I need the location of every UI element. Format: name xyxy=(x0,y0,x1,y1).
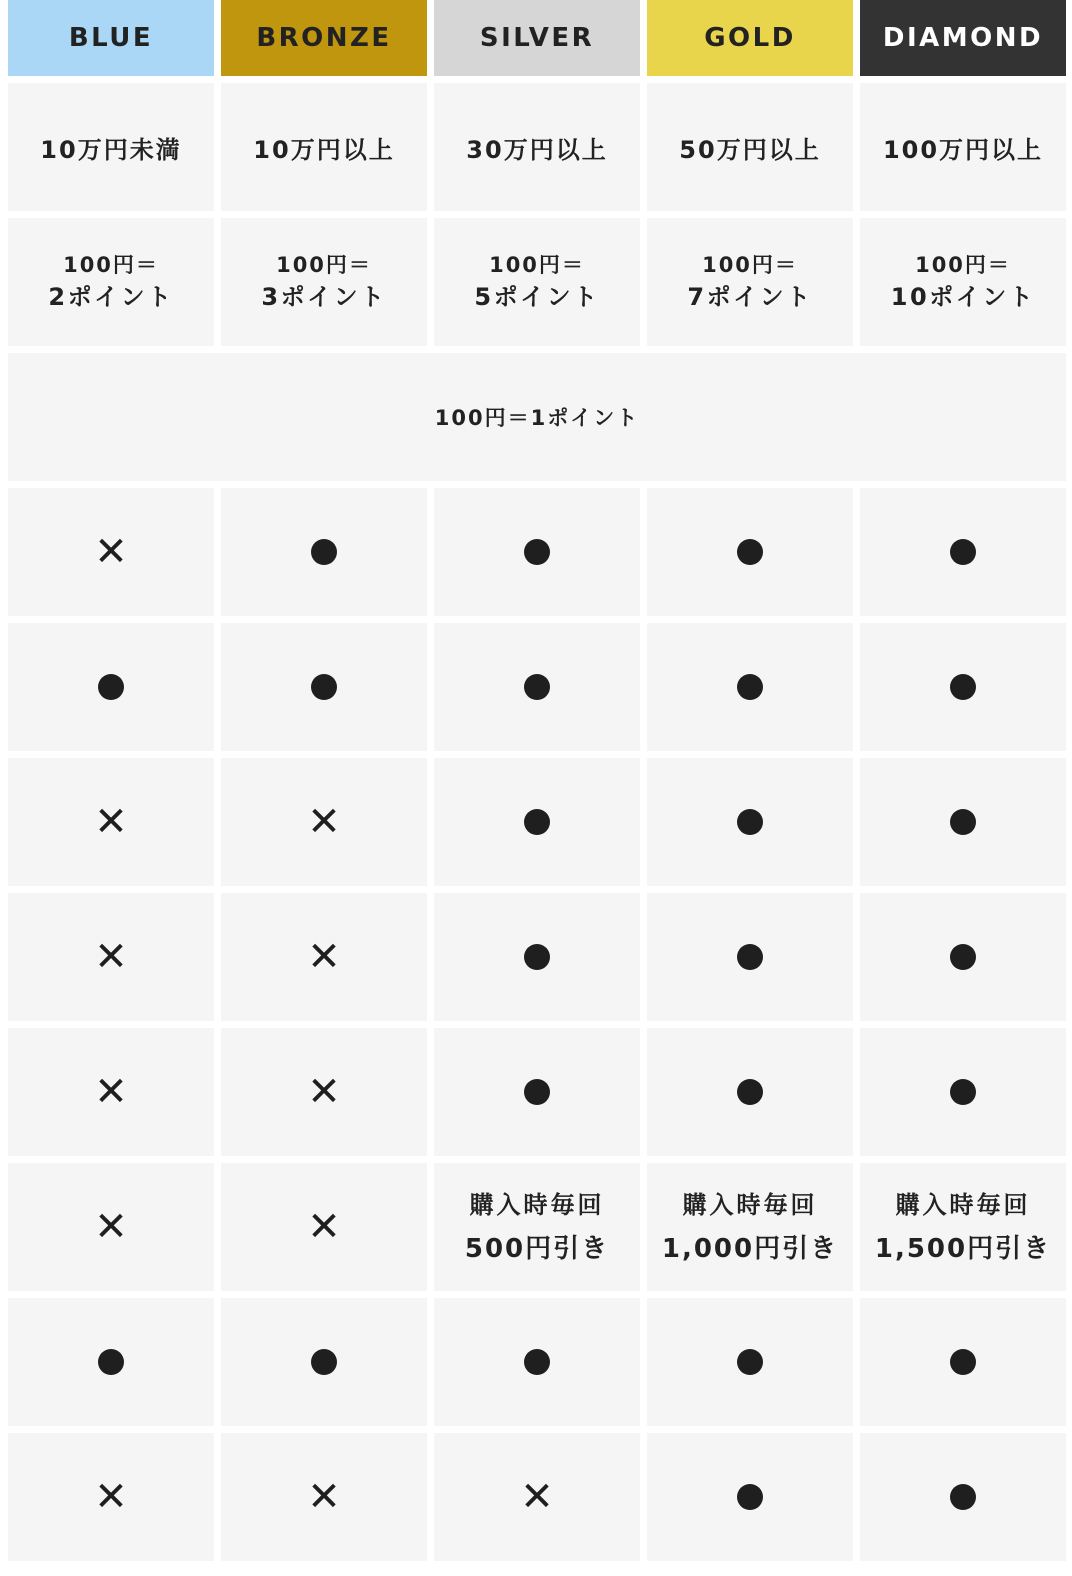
benefit-cell-available xyxy=(647,758,853,886)
benefit-cell-available xyxy=(860,623,1066,751)
discount-amount: 1,500円引き xyxy=(874,1234,1052,1264)
filled-circle-icon xyxy=(737,1079,763,1105)
filled-circle-icon xyxy=(737,1484,763,1510)
point-rate-cell xyxy=(434,218,640,346)
rate-points: 10ポイント xyxy=(890,283,1036,311)
cross-icon: ✕ xyxy=(94,1204,128,1250)
discount-amount: 1,000円引き xyxy=(661,1234,839,1264)
membership-tier-table xyxy=(8,0,1066,1568)
filled-circle-icon xyxy=(737,809,763,835)
benefit-row xyxy=(8,623,1066,751)
point-rate-row xyxy=(8,218,1066,346)
filled-circle-icon xyxy=(737,944,763,970)
tier-header-diamond: DIAMOND xyxy=(860,0,1066,76)
discount-label: 購入時毎回 xyxy=(469,1191,605,1219)
rate-points: 5ポイント xyxy=(474,283,600,311)
threshold-cell: 100万円以上 xyxy=(860,83,1066,211)
benefit-cell-available xyxy=(221,623,427,751)
benefit-cell-available xyxy=(434,893,640,1021)
benefit-cell-available xyxy=(8,1298,214,1426)
rate-label: 100円＝ xyxy=(63,253,159,277)
filled-circle-icon xyxy=(737,539,763,565)
discount-cell xyxy=(647,1163,853,1291)
cross-icon: ✕ xyxy=(94,1474,128,1520)
filled-circle-icon xyxy=(950,1484,976,1510)
cross-icon: ✕ xyxy=(94,799,128,845)
benefit-cell-available xyxy=(647,1028,853,1156)
discount-row xyxy=(8,1163,1066,1291)
filled-circle-icon xyxy=(737,1349,763,1375)
benefit-cell-available xyxy=(647,1298,853,1426)
filled-circle-icon xyxy=(950,1079,976,1105)
tier-header-gold: GOLD xyxy=(647,0,853,76)
benefit-cell-available xyxy=(647,488,853,616)
cross-icon: ✕ xyxy=(94,529,128,575)
benefit-cell-unavailable xyxy=(8,1028,214,1156)
benefit-cell-available xyxy=(860,893,1066,1021)
discount-cell xyxy=(860,1163,1066,1291)
threshold-cell: 50万円以上 xyxy=(647,83,853,211)
point-rate-cell xyxy=(221,218,427,346)
filled-circle-icon xyxy=(950,674,976,700)
benefit-cell-unavailable xyxy=(8,758,214,886)
point-rate-cell xyxy=(860,218,1066,346)
benefit-cell-unavailable xyxy=(221,1433,427,1561)
filled-circle-icon xyxy=(524,539,550,565)
rate-label: 100円＝ xyxy=(276,253,372,277)
filled-circle-icon xyxy=(524,1349,550,1375)
benefit-cell-unavailable xyxy=(8,1433,214,1561)
rate-points: 7ポイント xyxy=(687,283,813,311)
cross-icon: ✕ xyxy=(307,1474,341,1520)
filled-circle-icon xyxy=(737,674,763,700)
threshold-cell: 10万円未満 xyxy=(8,83,214,211)
benefit-row xyxy=(8,1433,1066,1561)
benefit-row xyxy=(8,1298,1066,1426)
filled-circle-icon xyxy=(98,1349,124,1375)
benefit-cell-available xyxy=(221,488,427,616)
benefit-cell-available xyxy=(860,488,1066,616)
discount-label: 購入時毎回 xyxy=(682,1191,818,1219)
benefit-row xyxy=(8,893,1066,1021)
benefit-cell-unavailable xyxy=(434,1433,640,1561)
tier-header-silver: SILVER xyxy=(434,0,640,76)
benefit-cell-available xyxy=(434,1298,640,1426)
tier-header-row xyxy=(8,0,1066,76)
benefit-cell-available xyxy=(434,488,640,616)
benefit-cell-available xyxy=(860,1433,1066,1561)
filled-circle-icon xyxy=(524,1079,550,1105)
filled-circle-icon xyxy=(950,539,976,565)
rate-label: 100円＝ xyxy=(915,253,1011,277)
benefit-cell-available xyxy=(434,1028,640,1156)
filled-circle-icon xyxy=(98,674,124,700)
rate-label: 100円＝ xyxy=(702,253,798,277)
cross-icon: ✕ xyxy=(307,1069,341,1115)
benefit-cell-unavailable xyxy=(8,1163,214,1291)
rate-points: 2ポイント xyxy=(48,283,174,311)
tier-header-blue: BLUE xyxy=(8,0,214,76)
tail-rows xyxy=(8,1298,1066,1561)
benefit-cell-available xyxy=(8,623,214,751)
benefit-row xyxy=(8,488,1066,616)
benefit-cell-available xyxy=(434,758,640,886)
benefit-cell-unavailable xyxy=(221,1163,427,1291)
filled-circle-icon xyxy=(311,674,337,700)
cross-icon: ✕ xyxy=(94,1069,128,1115)
benefit-cell-unavailable xyxy=(8,893,214,1021)
filled-circle-icon xyxy=(950,1349,976,1375)
filled-circle-icon xyxy=(311,1349,337,1375)
benefit-cell-available xyxy=(647,893,853,1021)
filled-circle-icon xyxy=(524,809,550,835)
discount-cell xyxy=(434,1163,640,1291)
benefit-cell-unavailable xyxy=(221,893,427,1021)
filled-circle-icon xyxy=(950,944,976,970)
shared-rate-cell: 100円＝1ポイント xyxy=(8,353,1066,481)
discount-amount: 500円引き xyxy=(464,1234,610,1264)
benefit-cell-unavailable xyxy=(8,488,214,616)
benefit-cell-available xyxy=(434,623,640,751)
benefit-cell-available xyxy=(860,1298,1066,1426)
threshold-row xyxy=(8,83,1066,211)
benefit-cell-available xyxy=(860,758,1066,886)
benefit-cell-available xyxy=(647,623,853,751)
cross-icon: ✕ xyxy=(307,799,341,845)
cross-icon: ✕ xyxy=(94,934,128,980)
filled-circle-icon xyxy=(524,944,550,970)
threshold-cell: 30万円以上 xyxy=(434,83,640,211)
benefit-cell-available xyxy=(860,1028,1066,1156)
discount-label: 購入時毎回 xyxy=(895,1191,1031,1219)
benefit-row xyxy=(8,758,1066,886)
rate-label: 100円＝ xyxy=(489,253,585,277)
tier-header-bronze: BRONZE xyxy=(221,0,427,76)
benefit-rows xyxy=(8,488,1066,1156)
benefit-cell-available xyxy=(647,1433,853,1561)
cross-icon: ✕ xyxy=(307,934,341,980)
benefit-cell-available xyxy=(221,1298,427,1426)
filled-circle-icon xyxy=(524,674,550,700)
point-rate-cell xyxy=(647,218,853,346)
benefit-cell-unavailable xyxy=(221,1028,427,1156)
filled-circle-icon xyxy=(950,809,976,835)
benefit-cell-unavailable xyxy=(221,758,427,886)
benefit-row xyxy=(8,1028,1066,1156)
point-rate-cell xyxy=(8,218,214,346)
filled-circle-icon xyxy=(311,539,337,565)
cross-icon: ✕ xyxy=(307,1204,341,1250)
rate-points: 3ポイント xyxy=(261,283,387,311)
threshold-cell: 10万円以上 xyxy=(221,83,427,211)
cross-icon: ✕ xyxy=(520,1474,554,1520)
shared-rate-row xyxy=(8,353,1066,481)
